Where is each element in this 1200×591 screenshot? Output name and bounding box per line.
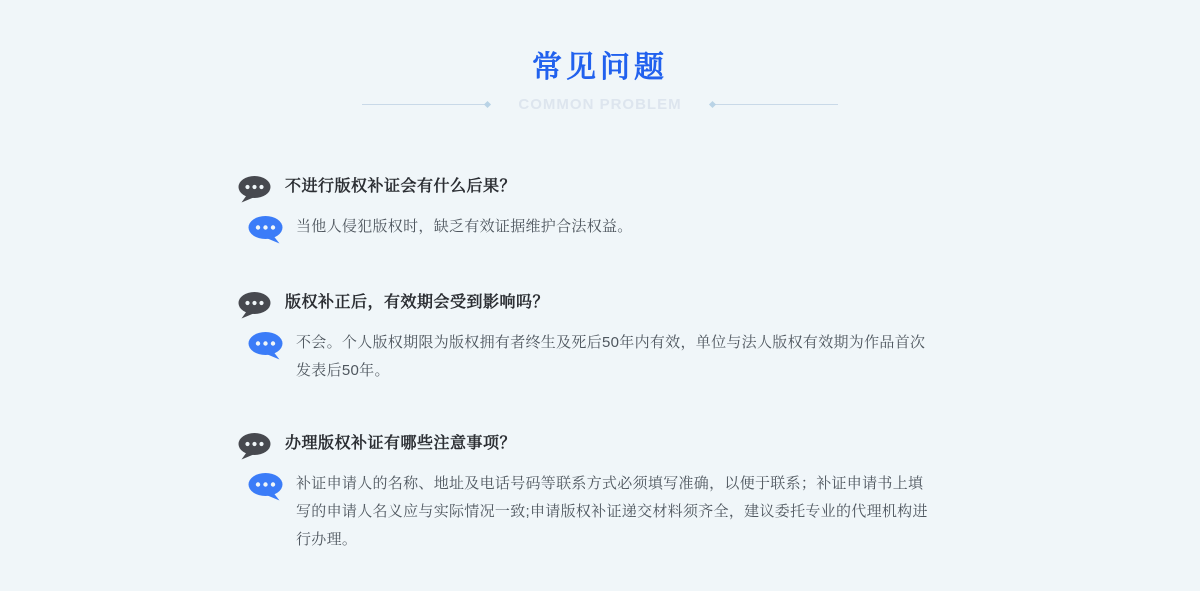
faq-list: [238, 176, 958, 554]
faq-question: [238, 433, 958, 460]
answer-bubble-icon: [248, 473, 283, 501]
question-bubble-icon: [238, 433, 271, 460]
faq-question-text: 办理版权补证有哪些注意事项？: [285, 435, 517, 452]
faq-question-text: 版权补正后，有效期会受到影响吗？: [285, 294, 550, 311]
page-subtitle: COMMON PROBLEM: [518, 95, 682, 113]
page-title: 常见问题: [532, 51, 668, 84]
faq-question: [238, 292, 958, 319]
faq-answer: [248, 473, 958, 554]
divider-line-right: [710, 102, 838, 107]
arrow-tip-left-icon: [709, 100, 716, 107]
faq-item: [238, 292, 958, 385]
faq-answer: [248, 332, 958, 385]
faq-answer-text: 不会。个人版权期限为版权拥有者终生及死后50年内有效，单位与法人版权有效期为作品首次发表后50年。: [296, 334, 926, 379]
divider-line-left: [362, 102, 490, 107]
faq-item: [238, 176, 958, 244]
faq-item: [238, 433, 958, 554]
question-bubble-icon: [238, 292, 271, 319]
subtitle-row: [0, 95, 1200, 113]
arrow-tip-right-icon: [484, 100, 491, 107]
faq-answer-text: 补证申请人的名称、地址及电话号码等联系方式必须填写准确，以便于联系；补证申请书上填写的申请人名义应与实际情况一致;申请版权补证递交材料须齐全，建议委托专业的代理机构进行办理。: [296, 475, 928, 548]
faq-question-text: 不进行版权补证会有什么后果？: [285, 178, 517, 195]
question-bubble-icon: [238, 176, 271, 203]
answer-bubble-icon: [248, 216, 283, 244]
faq-section-header: [0, 0, 1200, 113]
faq-question: [238, 176, 958, 203]
faq-answer-text: 当他人侵犯版权时，缺乏有效证据维护合法权益。: [296, 218, 633, 235]
faq-answer: [248, 216, 958, 244]
answer-bubble-icon: [248, 332, 283, 360]
